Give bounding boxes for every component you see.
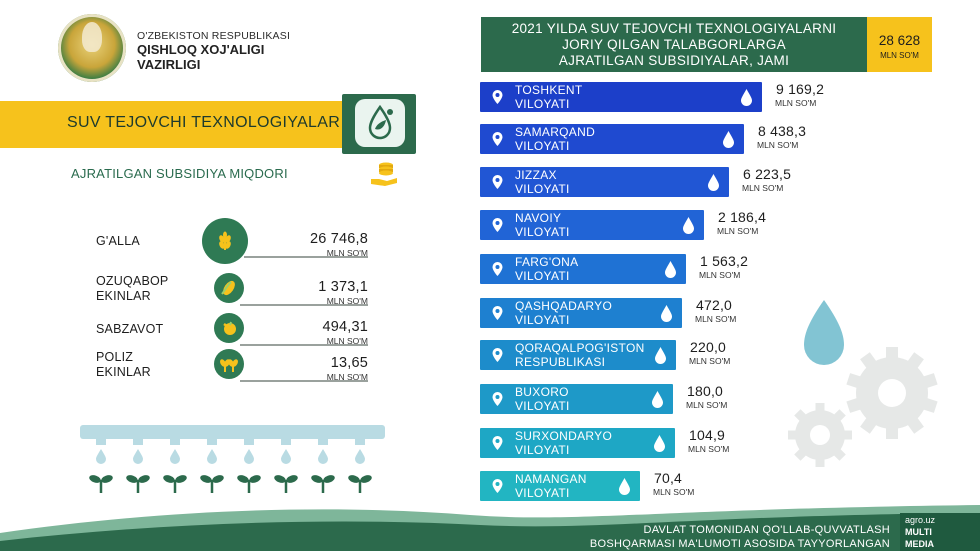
drip-nozzle [318,439,328,445]
sprout-icon [214,349,244,379]
region-name-line-1: BUXORO [515,385,569,399]
chart-title-line-1: 2021 YILDA SUV TEJOVCHI TEXNOLOGIYALARNI [511,21,837,36]
drip-nozzle [244,439,254,445]
water-drop-icon [660,304,673,322]
crop-label [96,274,168,304]
ministry-line-3: VAZIRLIGI [137,57,201,72]
crop-label-line-2: EKINLAR [96,289,151,303]
crop-label-line-1: SABZAVOT [96,322,164,336]
crop-unit: MLN SO'M [326,248,368,258]
region-name [515,342,645,369]
water-drop-icon [353,448,367,464]
location-pin-icon [492,262,503,276]
irrigation-pipe [80,425,385,439]
chart-title-line-3: AJRATILGAN SUBSIDIYALAR, JAMI [558,53,790,68]
agro-logo-text [905,514,935,550]
drip-nozzle [133,439,143,445]
crop-unit: MLN SO'M [326,296,368,306]
brand-line-3: MEDIA [905,539,934,549]
region-unit: MLN SO'M [653,487,695,497]
region-bar [480,254,686,284]
region-name-line-1: SAMARQAND [515,125,596,139]
region-value: 8 438,3 [758,123,807,139]
chart-title [489,21,859,69]
footer-line-1: DAVLAT TOMONIDAN QO'LLAB-QUVVATLASH [643,524,890,536]
region-value: 6 223,5 [743,166,792,182]
state-emblem-icon [58,14,126,82]
coins-hand-icon [369,159,399,189]
brand-line-1: agro.uz [905,515,936,525]
sprout-icon [236,468,262,494]
water-drop-icon [707,173,720,191]
region-unit: MLN SO'M [689,356,731,366]
crop-value: 1 373,1 [318,279,368,295]
crop-unit: MLN SO'M [326,336,368,346]
water-drop-icon [682,216,695,234]
region-name [515,473,587,500]
water-drop-icon [618,477,631,495]
sprout-icon [125,468,151,494]
region-name-line-2: VILOYATI [515,138,570,153]
water-drop-icon [722,130,735,148]
region-name-line-2: RESPUBLIKASI [515,354,606,369]
water-drop-icon [740,88,753,106]
region-name-line-1: JIZZAX [515,168,557,182]
water-drop-icon [279,448,293,464]
brand-line-2: MULTI [905,527,932,537]
water-drop-icon [242,448,256,464]
drip-nozzle [170,439,180,445]
region-name [515,256,578,283]
region-value: 220,0 [690,339,727,355]
region-name [515,126,595,153]
crop-label [96,322,163,337]
ministry-line-2: QISHLOQ XOJ'ALIGI [137,42,265,57]
region-name-line-2: VILOYATI [515,224,570,239]
sprout-icon [347,468,373,494]
crop-label [96,350,151,380]
crop-label-line-1: OZUQABOP [96,274,169,288]
sprout-icon [162,468,188,494]
region-unit: MLN SO'M [717,226,759,236]
location-pin-icon [492,306,503,320]
region-name-line-1: NAVOIY [515,211,562,225]
region-name-line-1: QASHQADARYO [515,299,613,313]
small-gear-icon [788,403,852,467]
sprout-icon [199,468,225,494]
region-name-line-2: VILOYATI [515,96,570,111]
region-unit: MLN SO'M [757,140,799,150]
big-water-drop-icon [804,300,844,365]
region-name-line-2: VILOYATI [515,181,570,196]
total-value: 28 628 [878,33,921,48]
region-name [515,84,583,111]
section-title: SUV TEJOVCHI TEXNOLOGIYALAR [67,114,341,131]
region-name-line-1: QORAQALPOG'ISTON [515,341,645,355]
region-name-line-1: SURXONDARYO [515,429,613,443]
region-unit: MLN SO'M [699,270,741,280]
location-pin-icon [492,348,503,362]
region-value: 180,0 [687,383,724,399]
water-leaf-icon [355,99,405,147]
location-pin-icon [492,175,503,189]
water-drop-icon [316,448,330,464]
corn-icon [214,273,244,303]
total-unit: MLN SO'M [880,51,919,60]
location-pin-icon [492,132,503,146]
sprout-icon [310,468,336,494]
water-drop-icon [205,448,219,464]
crop-label-line-1: POLIZ [96,350,134,364]
region-name-line-2: VILOYATI [515,398,570,413]
region-unit: MLN SO'M [688,444,730,454]
vegetable-icon [214,313,244,343]
location-pin-icon [492,436,503,450]
section-subtitle: AJRATILGAN SUBSIDIYA MIQDORI [71,166,288,181]
region-value: 9 169,2 [776,81,825,97]
chart-title-line-2: JORIY QILGAN TALABGORLARGA [562,37,786,52]
large-gear-icon [846,347,937,439]
water-drop-icon [654,346,667,364]
water-drop-icon [168,448,182,464]
region-bar [480,384,673,414]
location-pin-icon [492,90,503,104]
region-name-line-2: VILOYATI [515,312,570,327]
gears-decoration [780,295,980,475]
drip-nozzle [207,439,217,445]
region-name [515,212,570,239]
water-drop-icon [664,260,677,278]
region-value: 472,0 [696,297,733,313]
region-value: 104,9 [689,427,726,443]
region-bar [480,210,704,240]
crop-label-line-1: G'ALLA [96,234,140,248]
drip-nozzle [281,439,291,445]
location-pin-icon [492,479,503,493]
sprout-icon [273,468,299,494]
region-name-line-2: VILOYATI [515,442,570,457]
region-name-line-2: VILOYATI [515,485,570,500]
region-unit: MLN SO'M [695,314,737,324]
location-pin-icon [492,218,503,232]
water-drop-icon [653,434,666,452]
crop-value: 26 746,8 [309,231,368,247]
region-unit: MLN SO'M [775,98,817,108]
crop-value: 13,65 [330,355,368,371]
crop-unit: MLN SO'M [326,372,368,382]
region-name [515,300,612,327]
water-drop-icon [651,390,664,408]
footer-line-2: BOSHQARMASI MA'LUMOTI ASOSIDA TAYYORLANGAN [589,538,890,550]
region-value: 2 186,4 [718,209,767,225]
ministry-line-1: O'ZBEKISTON RESPUBLIKASI [137,30,291,42]
ministry-name [137,42,264,72]
region-value: 70,4 [654,470,683,486]
region-name-line-2: VILOYATI [515,268,570,283]
region-unit: MLN SO'M [686,400,728,410]
water-drop-icon [131,448,145,464]
region-name [515,169,570,196]
water-drop-icon [94,448,108,464]
drip-nozzle [96,439,106,445]
region-name-line-1: FARG'ONA [515,255,579,269]
region-value: 1 563,2 [700,253,749,269]
region-name [515,386,570,413]
drip-nozzle [355,439,365,445]
crop-label-line-2: EKINLAR [96,365,151,379]
location-pin-icon [492,392,503,406]
region-name [515,430,612,457]
crop-value: 494,31 [322,319,368,335]
region-name-line-1: NAMANGAN [515,472,587,486]
sprout-icon [88,468,114,494]
region-name-line-1: TOSHKENT [515,83,583,97]
wheat-icon [202,218,248,264]
crop-label [96,234,140,249]
region-unit: MLN SO'M [742,183,784,193]
footer-source [585,523,890,551]
